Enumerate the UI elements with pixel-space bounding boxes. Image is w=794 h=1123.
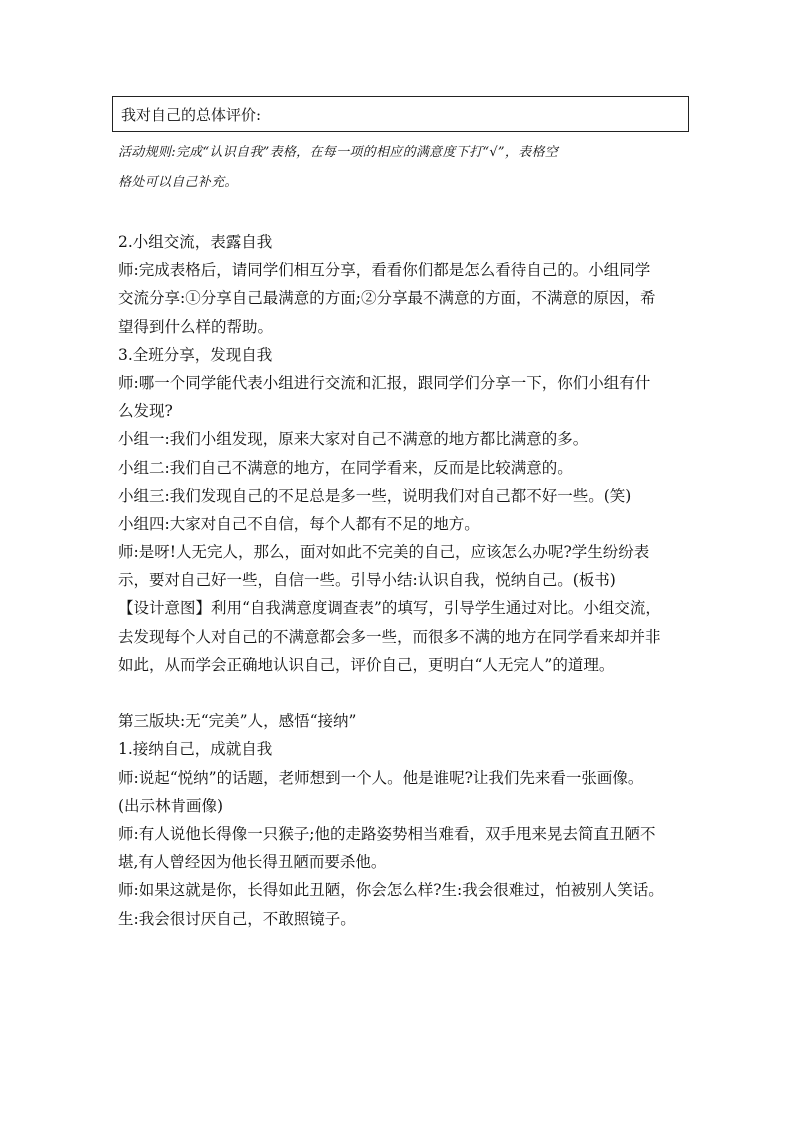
paragraph-line: 么发现? bbox=[118, 402, 173, 421]
activity-rule-line-2: 格处可以自己补充。 bbox=[118, 175, 238, 190]
blank-line bbox=[118, 679, 698, 707]
design-intent-line: 去发现每个人对自己的不满意都会多一些，而很多不满的地方在同学看来却并非 bbox=[118, 627, 661, 646]
paragraph-line: 交流分享:①分享自己最满意的方面;②分享最不满意的方面，不满意的原因，希 bbox=[118, 289, 656, 308]
paragraph-line: 师:如果这就是你，长得如此丑陋，你会怎么样?生:我会很难过，怕被别人笑话。 bbox=[118, 881, 664, 900]
paragraph-line: 师:完成表格后，请同学们相互分享，看看你们都是怎么看待自己的。小组同学 bbox=[118, 261, 651, 280]
paragraph-line: 师:哪一个同学能代表小组进行交流和汇报，跟同学们分享一下，你们小组有什 bbox=[118, 373, 651, 392]
paragraph-line: 示，要对自己好一些，自信一些。引导小结:认识自我，悦纳自己。(板书) bbox=[118, 571, 616, 590]
design-intent-line: 如此，从而学会正确地认识自己，评价自己，更明白“人无完人”的道理。 bbox=[118, 655, 615, 674]
paragraph-line: 堪,有人曾经因为他长得丑陋而要杀他。 bbox=[118, 853, 387, 872]
self-evaluation-label: 我对自己的总体评价: bbox=[121, 105, 262, 124]
lesson-content bbox=[118, 228, 698, 933]
group-report-line: 小组四:大家对自己不自信，每个人都有不足的地方。 bbox=[118, 514, 480, 533]
paragraph-line: 师:说起“悦纳”的话题，老师想到一个人。他是谁呢?让我们先来看一张画像。 bbox=[118, 768, 644, 787]
self-evaluation-box bbox=[112, 96, 689, 132]
block3-heading: 第三版块:无“完美”人，感悟“接纳” bbox=[118, 712, 357, 731]
design-intent-line: 【设计意图】利用“自我满意度调查表”的填写，引导学生通过对比。小组交流， bbox=[118, 599, 661, 618]
paragraph-line: 师:有人说他长得像一只猴子;他的走路姿势相当难看，双手甩来晃去简直丑陋不 bbox=[118, 824, 656, 843]
group-report-line: 小组一:我们小组发现，原来大家对自己不满意的地方都比满意的多。 bbox=[118, 430, 589, 449]
group-report-line: 小组三:我们发现自己的不足总是多一些，说明我们对自己都不好一些。(笑) bbox=[118, 486, 632, 505]
section3-heading: 3.全班分享，发现自我 bbox=[118, 345, 273, 364]
paragraph-line: 师:是呀!人无完人，那么，面对如此不完美的自己，应该怎么办呢?学生纷纷表 bbox=[118, 543, 650, 562]
paragraph-line: 生:我会很讨厌自己，不敢照镜子。 bbox=[118, 909, 356, 928]
paragraph-line: 望得到什么样的帮助。 bbox=[118, 317, 274, 336]
activity-rule bbox=[118, 138, 698, 198]
group-report-line: 小组二:我们自己不满意的地方，在同学看来，反而是比较满意的。 bbox=[118, 458, 573, 477]
paragraph-line: (出示林肯画像) bbox=[118, 796, 224, 815]
block3-subheading: 1.接纳自己，成就自我 bbox=[118, 740, 273, 759]
section2-heading: 2.小组交流，表露自我 bbox=[118, 233, 273, 251]
activity-rule-line-1: 活动规则:完成“认识自我”表格，在每一项的相应的满意度下打“√”，表格空 bbox=[118, 145, 559, 160]
